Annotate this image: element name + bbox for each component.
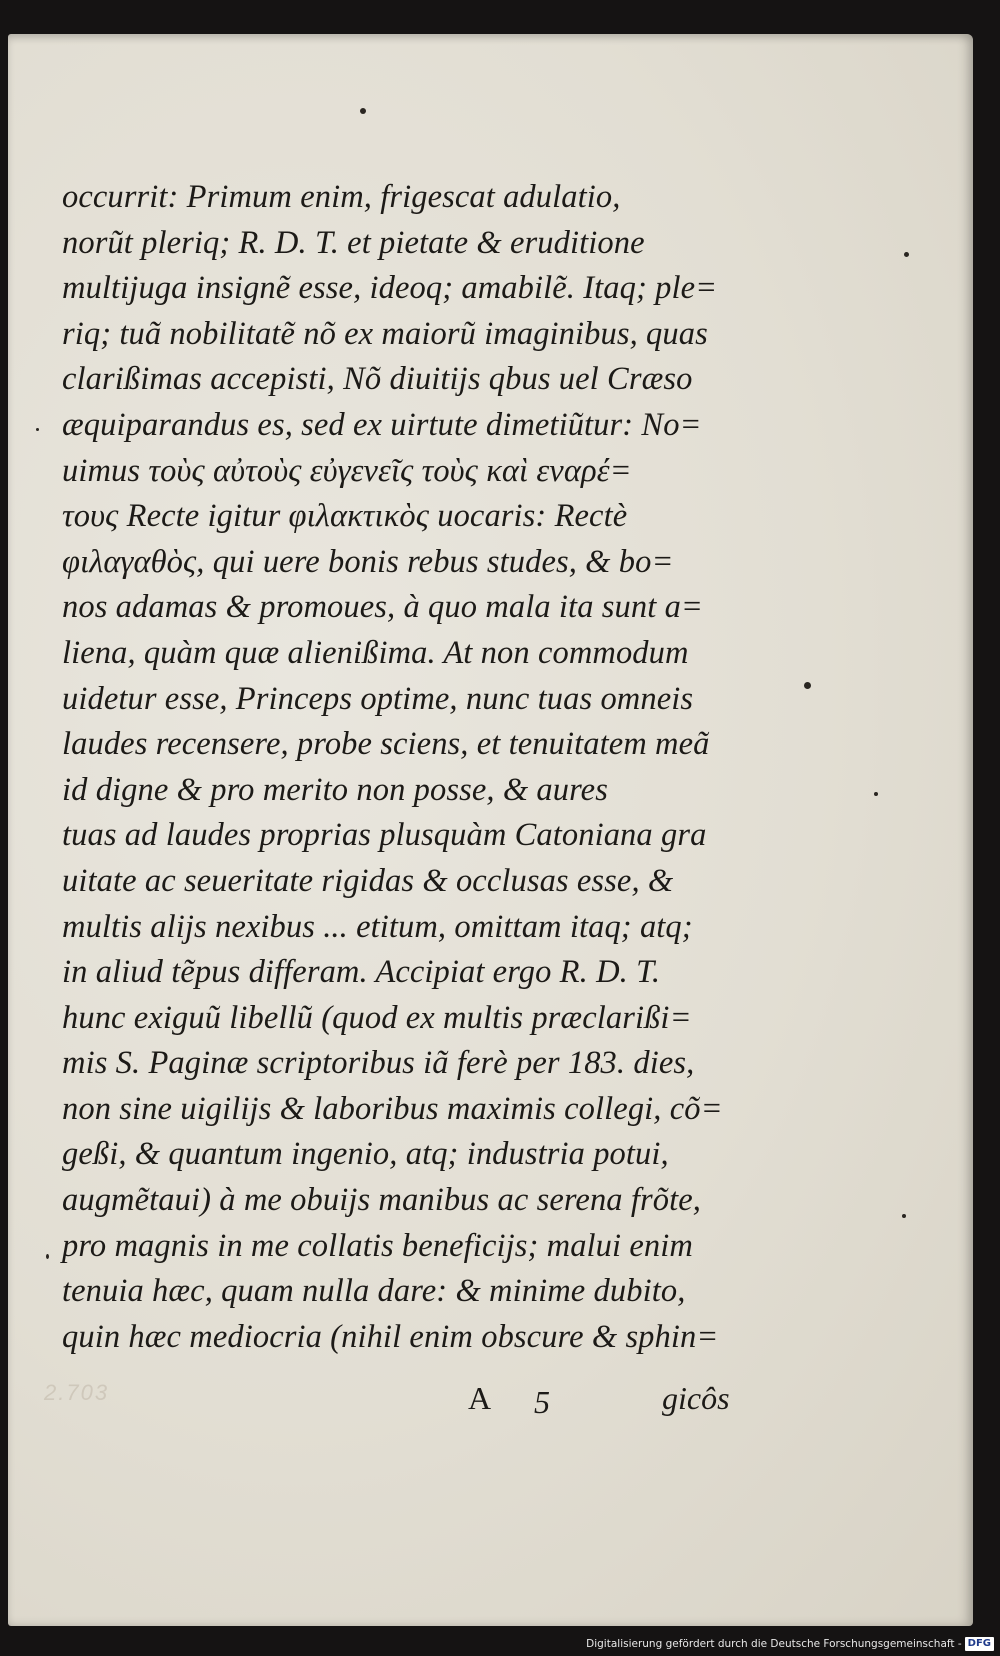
page-footer — [0, 1380, 1000, 1428]
main-text-block — [62, 175, 722, 1360]
text-line: uidetur esse, Princeps optime, nunc tuas omneis — [62, 680, 694, 717]
text-line: mis S. Paginæ scriptoribus iã ferè per 183. dies, — [62, 1045, 695, 1082]
ink-speck — [36, 428, 39, 431]
text-line: augmẽtaui) à me obuijs manibus ac serena frõte, — [62, 1182, 701, 1219]
text-line: tenuia hæc, quam nulla dare: & minime dubito, — [62, 1273, 686, 1310]
catchword: gicôs — [662, 1380, 730, 1416]
text-line: riq; tuã nobilitatẽ nõ ex maiorũ imaginibus, quas — [62, 315, 708, 352]
ink-speck — [874, 792, 878, 796]
text-line: quin hæc mediocria (nihil enim obscure & sphin= — [62, 1318, 719, 1355]
ink-speck — [904, 252, 909, 257]
credit-text: Digitalisierung gefördert durch die Deutsche Forschungsgemeinschaft - — [586, 1638, 962, 1650]
text-line: nos adamas & promoues, à quo mala ita sunt a= — [62, 589, 703, 626]
ink-speck — [46, 1254, 49, 1259]
margin-pencil-note: 2.703 — [44, 1380, 110, 1405]
text-line: tuas ad laudes proprias plusquàm Catoniana gra — [62, 817, 707, 854]
text-line: geßi, & quantum ingenio, atq; industria potui, — [62, 1136, 669, 1173]
text-line: multijuga insignẽ esse, ideoq; amabilẽ. Itaq; ple= — [62, 270, 718, 307]
text-line: æquiparandus es, sed ex uirtute dimetiũtur: No= — [62, 406, 702, 443]
ink-speck — [804, 682, 811, 689]
ink-speck — [360, 108, 366, 114]
text-line: hunc exiguũ libellũ (quod ex multis præclarißi= — [62, 999, 692, 1036]
text-line: clarißimas accepisti, Nõ diuitijs qbus uel Cræso — [62, 361, 693, 398]
text-line: id digne & pro merito non posse, & aures — [62, 771, 608, 808]
ink-speck — [902, 1214, 906, 1218]
digitization-credit — [586, 1634, 994, 1654]
text-line: liena, quàm quæ alienißima. At non commodum — [62, 634, 689, 671]
signature-mark: A — [468, 1380, 492, 1416]
text-line: non sine uigilijs & laboribus maximis collegi, cõ= — [62, 1090, 723, 1127]
text-line: uimus τοὺς αὐτοὺς εὐγενεῖς τοὺς καὶ εναρέ= — [62, 452, 632, 489]
text-line: multis alijs nexibus ... etitum, omittam itaq; atq; — [62, 908, 693, 945]
text-line: uitate ac seueritate rigidas & occlusas esse, & — [62, 862, 674, 899]
text-line: pro magnis in me collatis beneficijs; malui enim — [62, 1227, 693, 1264]
page-number: 5 — [534, 1384, 550, 1420]
dfg-logo-icon: DFG — [965, 1637, 994, 1651]
text-line: φιλαγαθὸς, qui uere bonis rebus studes, & bo= — [62, 543, 674, 580]
text-line: laudes recensere, probe sciens, et tenuitatem meã — [62, 726, 710, 763]
text-line: norũt pleriq; R. D. T. et pietate & eruditione — [62, 224, 645, 261]
text-line: τους Recte igitur φιλακτικὸς uocaris: Rectè — [62, 498, 628, 535]
text-line: in aliud tẽpus differam. Accipiat ergo R. D. T. — [62, 954, 661, 991]
text-line: occurrit: Primum enim, frigescat adulatio, — [62, 179, 621, 215]
